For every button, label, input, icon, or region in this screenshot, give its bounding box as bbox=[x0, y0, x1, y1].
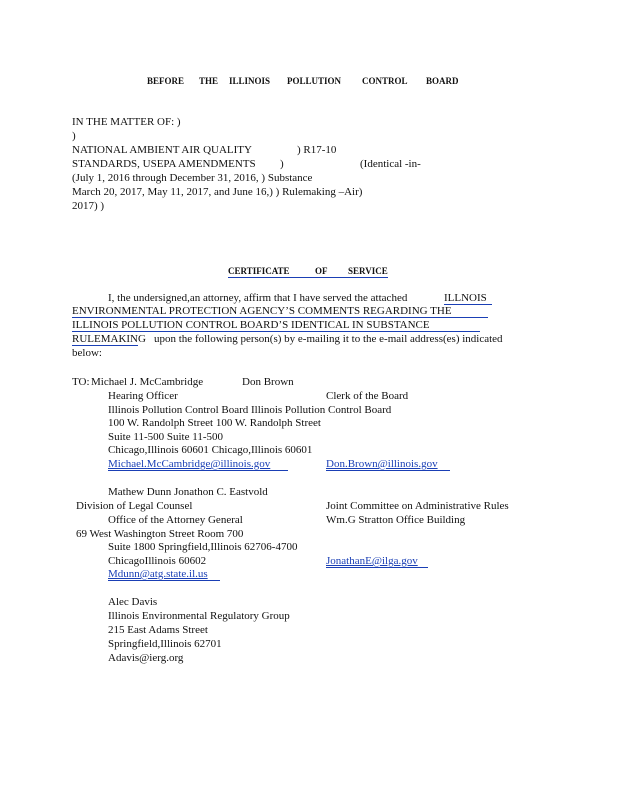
recipient-3-suite: Suite 1800 Springfield,Illinois 62706-4700 bbox=[108, 541, 298, 553]
body-line-3: ILLINOIS POLLUTION CONTROL BOARD’S IDENTICAL IN SUBSTANCE bbox=[72, 319, 430, 331]
recipient-5-email: Adavis@ierg.org bbox=[108, 652, 184, 664]
recipient-4-committee: Joint Committee on Administrative Rules bbox=[326, 500, 509, 512]
certificate-of: OF bbox=[315, 266, 328, 276]
recipient-3-office: Office of the Attorney General bbox=[108, 514, 243, 526]
heading-board: BOARD bbox=[426, 76, 459, 86]
heading-control: CONTROL bbox=[362, 76, 408, 86]
email-link-mccambridge[interactable]: Michael.McCambridge@illinois.gov bbox=[108, 458, 271, 470]
email-underline-1 bbox=[108, 470, 288, 471]
caption-line-4b: ) bbox=[280, 158, 284, 170]
email-underline-2 bbox=[326, 470, 450, 471]
email-link-dunn[interactable]: Mdunn@atg.state.il.us bbox=[108, 568, 208, 580]
recipient-1-name: Michael J. McCambridge bbox=[91, 376, 204, 388]
heading-the: THE bbox=[199, 76, 219, 86]
recipient-1-title: Hearing Officer bbox=[108, 390, 178, 402]
to-label: TO: bbox=[72, 376, 90, 388]
caption-line-4a: STANDARDS, USEPA AMENDMENTS bbox=[72, 158, 256, 170]
caption-line-6: March 20, 2017, May 11, 2017, and June 16,) ) Rulemaking –Air) bbox=[72, 186, 363, 198]
caption-line-3a: NATIONAL AMBIENT AIR QUALITY bbox=[72, 144, 252, 156]
recipient-3-names: Mathew Dunn Jonathon C. Eastvold bbox=[108, 486, 268, 498]
body-line-4-rest: upon the following person(s) by e-mailing it to the e-mail address(es) indicated bbox=[154, 333, 503, 345]
certificate-word: CERTIFICATE bbox=[228, 266, 290, 276]
caption-line-1: IN THE MATTER OF: ) bbox=[72, 116, 181, 128]
body-line-5: below: bbox=[72, 347, 102, 359]
certificate-underline bbox=[228, 277, 388, 278]
certificate-service: SERVICE bbox=[348, 266, 388, 276]
email-underline-3 bbox=[326, 567, 428, 568]
caption-line-2: ) bbox=[72, 130, 76, 142]
caption-line-4c: (Identical -in- bbox=[360, 158, 421, 170]
body-line-1: I, the undersigned,an attorney, affirm that I have served the attached bbox=[108, 292, 408, 304]
email-link-eastvold[interactable]: JonathanE@ilga.gov bbox=[326, 555, 418, 567]
recipient-org: Illinois Pollution Control Board Illinois Pollution Control Board bbox=[108, 404, 392, 416]
heading-illinois: ILLINOIS bbox=[229, 76, 271, 86]
recipient-5-city: Springfield,Illinois 62701 bbox=[108, 638, 222, 650]
recipient-4-building: Wm.G Stratton Office Building bbox=[326, 514, 466, 526]
email-underline-4 bbox=[108, 580, 220, 581]
recipient-2-name: Don Brown bbox=[242, 376, 294, 388]
recipient-5-org: Illinois Environmental Regulatory Group bbox=[108, 610, 290, 622]
email-link-brown[interactable]: Don.Brown@illinois.gov bbox=[326, 458, 438, 470]
recipient-5-name: Alec Davis bbox=[108, 596, 158, 608]
caption-line-3b: ) R17-10 bbox=[297, 144, 337, 156]
heading-pollution: POLLUTION bbox=[287, 76, 342, 86]
recipient-city: Chicago,Illinois 60601 Chicago,Illinois 60601 bbox=[108, 444, 313, 456]
heading-before: BEFORE bbox=[147, 76, 185, 86]
caption-line-5: (July 1, 2016 through December 31, 2016, ) Substance bbox=[72, 172, 313, 184]
recipient-3-street: 69 West Washington Street Room 700 bbox=[76, 528, 244, 540]
recipient-3-city: ChicagoIllinois 60602 bbox=[108, 555, 207, 567]
body-line-2: ENVIRONMENTAL PROTECTION AGENCY’S COMMENTS REGARDING THE bbox=[72, 305, 452, 317]
body-link-underline-4 bbox=[72, 345, 138, 346]
body-link-underline-2 bbox=[72, 317, 488, 318]
recipient-5-street: 215 East Adams Street bbox=[108, 624, 208, 636]
body-link-underline-3 bbox=[72, 331, 480, 332]
recipient-2-title: Clerk of the Board bbox=[326, 390, 409, 402]
body-line-1-link[interactable]: ILLNOIS bbox=[444, 292, 487, 304]
recipient-suite: Suite 11-500 Suite 11-500 bbox=[108, 431, 223, 443]
recipient-3-division: Division of Legal Counsel bbox=[76, 500, 193, 512]
recipient-street: 100 W. Randolph Street 100 W. Randolph Street bbox=[108, 417, 321, 429]
caption-line-7: 2017) ) bbox=[72, 200, 105, 212]
body-line-4-link[interactable]: RULEMAKING bbox=[72, 333, 146, 345]
